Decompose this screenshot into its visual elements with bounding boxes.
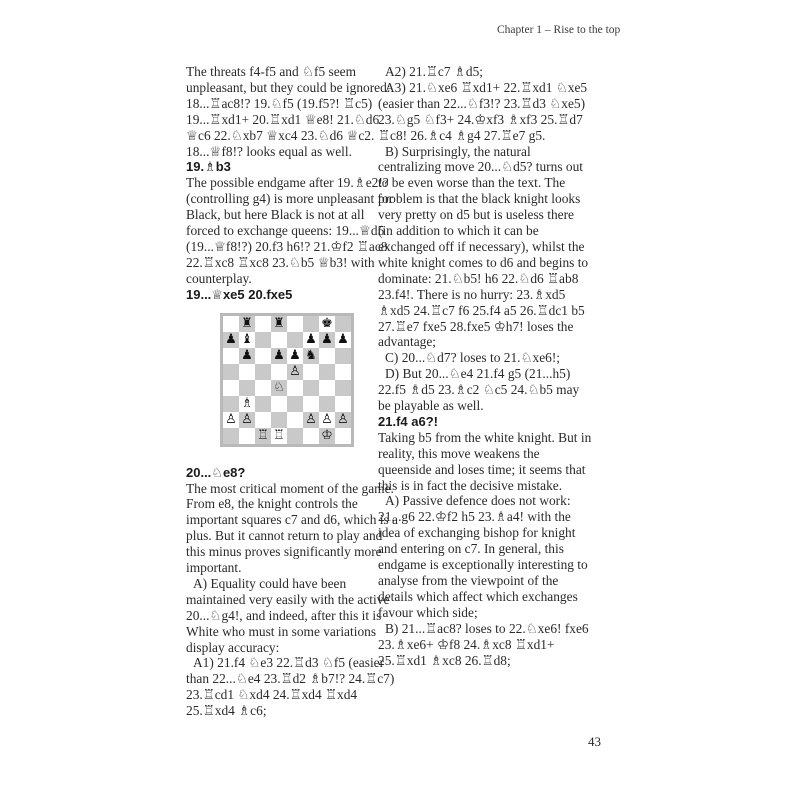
square-e3	[287, 396, 303, 412]
square-b7: ♝	[239, 332, 255, 348]
annotation-paragraph: The most critical moment of the game. From e8, the knight controls the important squares c7 and d6, which is a plus. But it cannot return to play and this minus proves significantly more important.	[186, 480, 398, 576]
move-heading: 21.f4 a6?!	[378, 413, 438, 429]
square-f5	[303, 364, 319, 380]
square-d4: ♘	[271, 380, 287, 396]
square-d1: ♖	[271, 428, 287, 444]
square-d8: ♜	[271, 316, 287, 332]
square-e4	[287, 380, 303, 396]
left-column	[186, 64, 400, 719]
square-h3	[335, 396, 351, 412]
square-f3	[303, 396, 319, 412]
square-a8	[223, 316, 239, 332]
square-a6	[223, 348, 239, 364]
square-g7: ♟	[319, 332, 335, 348]
square-g5	[319, 364, 335, 380]
square-g3	[319, 396, 335, 412]
square-a5	[223, 364, 239, 380]
square-e6: ♟	[287, 348, 303, 364]
square-a1	[223, 428, 239, 444]
move-heading: 19...♕xe5 20.fxe5	[186, 286, 293, 302]
square-e8	[287, 316, 303, 332]
right-column	[378, 64, 592, 668]
square-d6: ♟	[271, 348, 287, 364]
square-h8	[335, 316, 351, 332]
square-d7	[271, 332, 287, 348]
move-heading: 20...♘e8?	[186, 464, 246, 480]
square-f7: ♟	[303, 332, 319, 348]
square-h5	[335, 364, 351, 380]
square-f6: ♞	[303, 348, 319, 364]
square-g8: ♚	[319, 316, 335, 332]
square-b8: ♜	[239, 316, 255, 332]
chess-diagram	[220, 313, 358, 451]
square-c7	[255, 332, 271, 348]
square-c5	[255, 364, 271, 380]
square-h6	[335, 348, 351, 364]
square-c8	[255, 316, 271, 332]
square-b2: ♙	[239, 412, 255, 428]
square-b4	[239, 380, 255, 396]
annotation-paragraph: The possible endgame after 19.♗e2!? (controlling g4) is more unpleasant for Black, but here Black is not at all forced to exchange queens: 19...♕d5 (19...♕f8!?) 20.f3 h6!? 21.♔f2 ♖ac8 22.♖xc8 ♖xc8 23.♘b5 ♕b3! with counterplay.	[186, 175, 394, 286]
square-e7	[287, 332, 303, 348]
running-head: Chapter 1 – Rise to the top	[497, 24, 621, 36]
move-heading: 19.♗b3	[186, 159, 231, 175]
square-h2: ♙	[335, 412, 351, 428]
square-f4	[303, 380, 319, 396]
square-b1	[239, 428, 255, 444]
annotation-paragraph: D) But 20...♘e4 21.f4 g5 (21...h5) 22.f5 ♗d5 23.♗c2 ♘c5 24.♘b5 may be playable as well.	[378, 366, 580, 414]
annotation-paragraph: A) Equality could have been maintained very easily with the active 20...♘g4!, and indeed, after this it is White who must in some variations display accuracy:	[186, 575, 390, 655]
square-h1	[335, 428, 351, 444]
annotation-paragraph: A1) 21.f4 ♘e3 22.♖d3 ♘f5 (easier than 22...♘e4 23.♖d2 ♗b7!? 24.♖c7) 23.♖cd1 ♘xd4 24.♖xd4 ♖xd4 25.♖xd4 ♗c6;	[186, 655, 395, 719]
square-b5	[239, 364, 255, 380]
annotation-paragraph: Taking b5 from the white knight. But in reality, this move weakens the queenside and loses time; it seems that this is in fact the decisive mistake.	[378, 429, 592, 493]
annotation-paragraph: C) 20...♘d7? loses to 21.♘xe6!;	[385, 350, 561, 366]
square-c3	[255, 396, 271, 412]
square-d3	[271, 396, 287, 412]
annotation-paragraph: A3) 21.♘xe6 ♖xd1+ 22.♖xd1 ♘xe5 (easier than 22...♘f3!? 23.♖d3 ♘xe5) 23.♘g5 ♘f3+ 24.♔xf3 ♗xf3 25.♖d7 ♖c8! 26.♗c4 ♗g4 27.♖e7 g5.	[378, 79, 588, 143]
annotation-paragraph: A2) 21.♖c7 ♗d5;	[385, 64, 484, 79]
square-g6	[319, 348, 335, 364]
annotation-paragraph: B) 21...♖ac8? loses to 22.♘xe6! fxe6 23.♗xe6+ ♔f8 24.♗xc8 ♖xd1+ 25.♖xd1 ♗xc8 26.♖d8;	[378, 620, 589, 668]
square-d5	[271, 364, 287, 380]
square-d2	[271, 412, 287, 428]
square-g4	[319, 380, 335, 396]
annotation-paragraph: B) Surprisingly, the natural centralizing move 20...♘d5? turns out to be even worse than the text. The problem is that the black knight looks very pretty on d5 but is useless there (in addition to which it can be exchanged off if necessary), whilst the white knight comes to d6 and begins to dominate: 21.♘b5! h6 22.♘d6 ♖ab8 23.f4!. There is no hurry: 23.♗xd5 ♗xd5 24.♖c7 f6 25.f4 a5 26.♖dc1 b5 27.♖e7 fxe5 28.fxe5 ♔h7! loses the advantage;	[378, 143, 589, 350]
annotation-paragraph: The threats f4-f5 and ♘f5 seem unpleasant, but they could be ignored: 18...♖ac8!? 19.♘f5 (19.f5?! ♖c5) 19...♖xd1+ 20.♖xd1 ♕e8! 21.♘d6 ♕c6 22.♘xb7 ♕xc4 23.♘d6 ♕c2. 18...♕f8!? looks equal as well.	[186, 64, 391, 159]
square-c6	[255, 348, 271, 364]
square-b6: ♟	[239, 348, 255, 364]
square-e2	[287, 412, 303, 428]
square-f2: ♙	[303, 412, 319, 428]
square-b3: ♗	[239, 396, 255, 412]
square-a7: ♟	[223, 332, 239, 348]
square-a4	[223, 380, 239, 396]
chess-board	[220, 313, 354, 447]
square-a3	[223, 396, 239, 412]
square-c4	[255, 380, 271, 396]
square-h7: ♟	[335, 332, 351, 348]
square-f1	[303, 428, 319, 444]
square-e5: ♙	[287, 364, 303, 380]
annotation-paragraph: A) Passive defence does not work: 21...g6 22.♔f2 h5 23.♗a4! with the idea of exchanging bishop for knight and entering on c7. In general, this endgame is exceptionally interesting to analyse from the viewpoint of the details which affect which exchanges favour which side;	[378, 493, 588, 620]
square-e1	[287, 428, 303, 444]
square-g1: ♔	[319, 428, 335, 444]
page-number: 43	[588, 734, 601, 749]
square-c1: ♖	[255, 428, 271, 444]
square-a2: ♙	[223, 412, 239, 428]
square-c2	[255, 412, 271, 428]
square-h4	[335, 380, 351, 396]
square-f8	[303, 316, 319, 332]
square-g2: ♙	[319, 412, 335, 428]
